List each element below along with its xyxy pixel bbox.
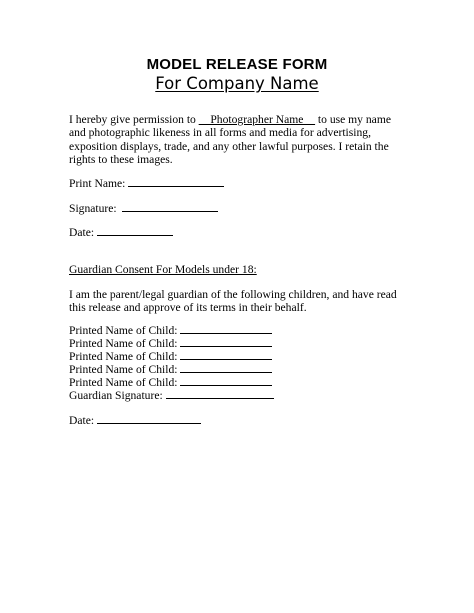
child-name-row-1 <box>69 324 272 337</box>
child-name-label: Printed Name of Child: <box>69 350 178 363</box>
photographer-name-field: __Photographer Name__ <box>198 113 315 126</box>
child-name-label: Printed Name of Child: <box>69 376 178 389</box>
guardian-statement: I am the parent/legal guardian of the following children, and have read this release and approve of its terms in their behalf. <box>69 288 397 315</box>
child-name-row-2 <box>69 337 272 350</box>
child-name-blank[interactable] <box>180 337 272 347</box>
child-name-row-4 <box>69 363 272 376</box>
print-name-label: Print Name: <box>69 177 126 190</box>
permission-paragraph <box>69 113 409 166</box>
child-name-blank[interactable] <box>180 376 272 386</box>
permission-text-start: I hereby give permission to <box>69 113 199 126</box>
guardian-signature-label: Guardian Signature: <box>69 389 163 402</box>
guardian-date-label: Date: <box>69 414 95 427</box>
signature-row <box>69 202 218 215</box>
guardian-signature-blank[interactable] <box>166 389 274 399</box>
date-blank[interactable] <box>97 226 173 236</box>
print-name-blank[interactable] <box>128 177 224 187</box>
child-name-label: Printed Name of Child: <box>69 324 178 337</box>
child-name-blank[interactable] <box>180 324 272 334</box>
child-name-label: Printed Name of Child: <box>69 337 178 350</box>
signature-label: Signature: <box>69 202 117 215</box>
child-name-label: Printed Name of Child: <box>69 363 178 376</box>
permission-text-end: to use my name and photographic likeness in all forms and media for advertising, exposition displays, trade, and any other lawful purposes. I retain the rights to these images. <box>69 113 391 166</box>
guardian-consent-heading: Guardian Consent For Models under 18: <box>69 263 257 276</box>
signature-blank[interactable] <box>122 202 218 212</box>
date-label: Date: <box>69 226 95 239</box>
child-name-blank[interactable] <box>180 363 272 373</box>
guardian-signature-row <box>69 389 274 402</box>
guardian-date-row <box>69 414 201 427</box>
child-name-row-3 <box>69 350 272 363</box>
child-name-blank[interactable] <box>180 350 272 360</box>
print-name-row <box>69 177 224 190</box>
form-title: MODEL RELEASE FORM <box>146 56 328 73</box>
guardian-date-blank[interactable] <box>97 414 201 424</box>
company-name-subtitle: For Company Name <box>155 74 319 93</box>
child-name-row-5 <box>69 376 272 389</box>
date-row <box>69 226 173 239</box>
